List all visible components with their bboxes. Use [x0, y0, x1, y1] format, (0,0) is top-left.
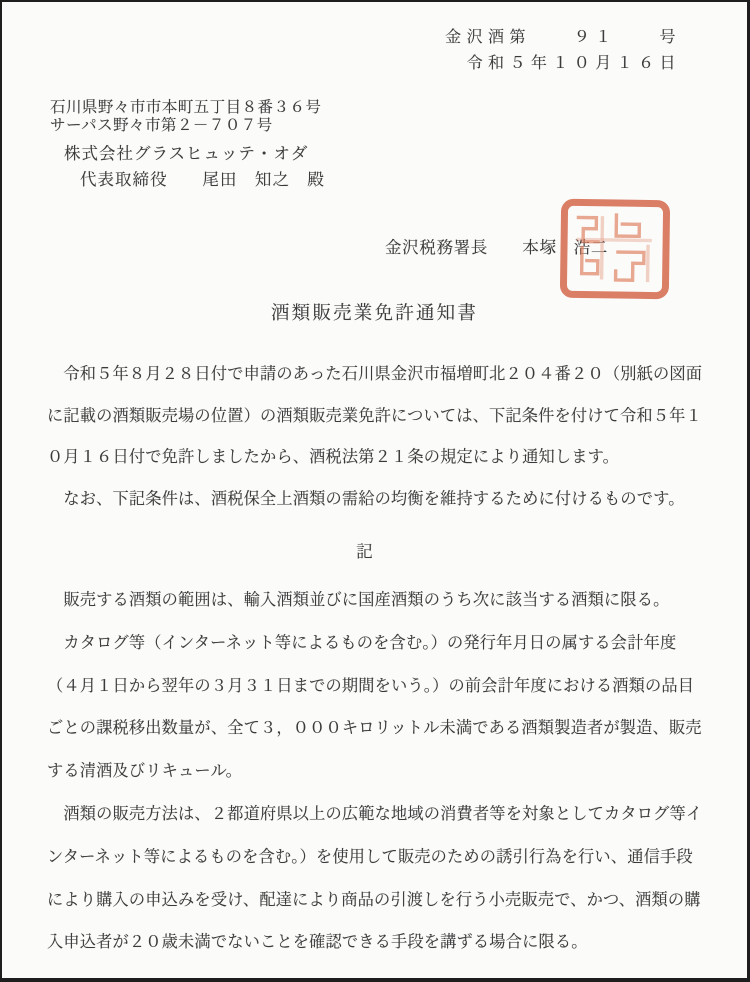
condition-line: ごとの課税移出数量が、全て３，０００キロリットル未満である酒類製造者が製造、販売 — [47, 718, 702, 738]
recipient-company-name: 株式会社グラスヒュッテ・オダ — [64, 144, 309, 163]
issuer-name-line: 金沢税務署長 本塚 浩二 — [385, 238, 609, 257]
condition-line: する清酒及びリキュール。 — [47, 761, 242, 781]
intro-line: ０月１６日付で免許しましたから、酒税法第２１条の規定により通知します。 — [47, 447, 620, 466]
intro-line: なお、下記条件は、酒税保全上酒類の需給の均衡を維持するために付けるものです。 — [47, 488, 685, 508]
intro-paragraphs — [47, 360, 717, 526]
condition-line: 酒類の販売方法は、２都道府県以上の広範な地域の消費者等を対象としてカタログ等イ — [47, 803, 703, 823]
condition-line: カタログ等（インターネット等によるものを含む。）の発行年月日の属する会計年度 — [47, 632, 677, 652]
ki-section-marker: 記 — [356, 542, 373, 561]
condition-line: （４月１日から翌年の３月３１日までの期間をいう。）の前会計年度における酒類の品目 — [47, 675, 695, 695]
recipient-address-line2: サーパス野々市第２－７０７号 — [50, 116, 273, 134]
condition-line: 入申込者が２０歳未満でないことを確認できる手段を講ずる場合に限る。 — [47, 932, 588, 952]
document-number: 金沢酒第 ９１ 号 — [445, 27, 681, 46]
condition-line: 販売する酒類の範囲は、輸入酒類並びに国産酒類のうち次に該当する酒類に限る。 — [47, 590, 670, 609]
condition-line: により購入の申込みを受け、配達により商品の引渡しを行う小売販売で、かつ、酒類の購 — [47, 889, 701, 909]
document-title: 酒類販売業免許通知書 — [270, 303, 479, 324]
document-date: 令和５年１０月１６日 — [466, 53, 681, 72]
intro-line: 令和５年８月２８日付で申請のあった石川県金沢市福増町北２０４番２０（別紙の図面 — [47, 364, 703, 383]
condition-line: ンターネット等によるものを含む。）を使用して販売のための誘引行為を行い、通信手段 — [47, 846, 693, 866]
condition-paragraphs — [47, 586, 717, 971]
recipient-representative-name: 代表取締役 尾田 知之 殿 — [80, 170, 325, 189]
official-red-seal-icon — [557, 197, 672, 301]
recipient-address-line1: 石川県野々市市本町五丁目８番３６号 — [50, 98, 322, 116]
intro-line: に記載の酒類販売場の位置）の酒類販売業免許については、下記条件を付けて令和５年１ — [47, 405, 702, 425]
